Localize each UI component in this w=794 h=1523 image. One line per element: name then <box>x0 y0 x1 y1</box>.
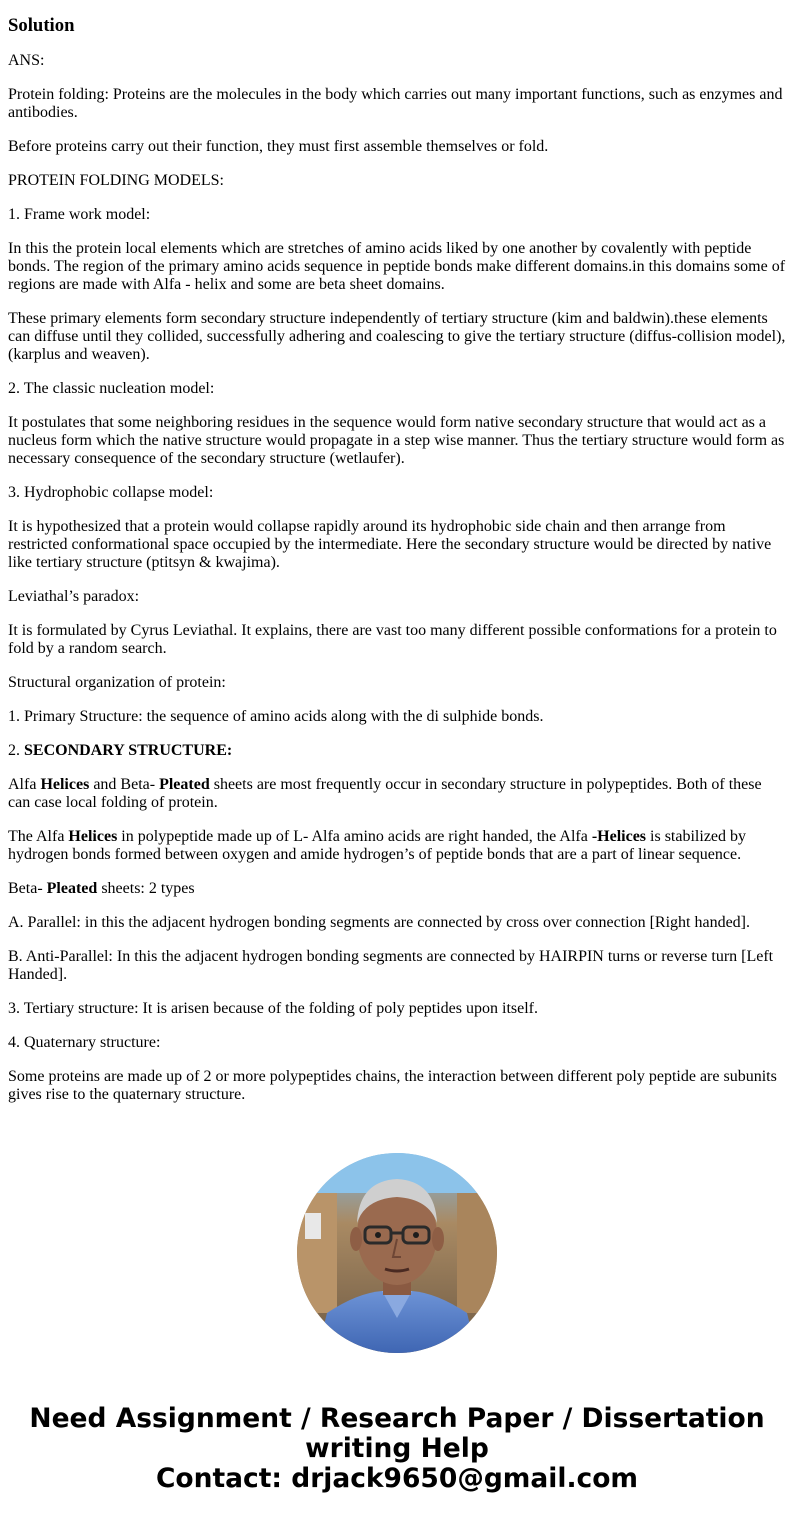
page-title: Solution <box>8 15 75 36</box>
heading-model-2: 2. The classic nucleation model: <box>8 380 215 397</box>
text-run: is stabilized by hydrogen bonds formed between oxygen and amide hydrogen’s of peptide bonds that are a part of linear sequence. <box>8 828 747 863</box>
paragraph-model-2: It postulates that some neighboring residues in the sequence would form native secondary structure that would act as a nucleus form which the native structure would propagate in a step wise manner. Thus the tertiary structure would form as necessary consequence of the secondary structure (wetlaufer). <box>8 414 785 467</box>
paragraph-model-3: It is hypothesized that a protein would collapse rapidly around its hydrophobic side chain and then arrange from restricted conformational space occupied by the intermediate. Here the secondary structure would be directed by native like tertiary structure (ptitsyn & kwajima). <box>8 518 772 571</box>
portrait-illustration <box>297 1153 497 1353</box>
paragraph-model-1-b: These primary elements form secondary structure independently of tertiary structure (kim and baldwin).these elements can diffuse until they collided, successfully adhering and coalescing to give the tertiary structure (diffus-collision model),(karplus and weaven). <box>8 310 786 363</box>
bold-run: Helices <box>40 776 90 793</box>
footer-contact-banner <box>0 1404 794 1494</box>
paragraph-primary-structure: 1. Primary Structure: the sequence of amino acids along with the di sulphide bonds. <box>8 708 544 725</box>
heading-model-1: 1. Frame work model: <box>8 206 151 223</box>
paragraph-folding-definition: Protein folding: Proteins are the molecules in the body which carries out many important functions, such as enzymes and antibodies. <box>8 86 783 121</box>
paragraph-secondary-2 <box>8 828 786 864</box>
text-run: Beta- <box>8 880 47 897</box>
document-body <box>8 0 786 1104</box>
paragraph-parallel: A. Parallel: in this the adjacent hydrogen bonding segments are connected by cross over connection [Right handed]. <box>8 914 751 931</box>
heading-secondary-structure <box>8 742 786 760</box>
paragraph-paradox: It is formulated by Cyrus Leviathal. It explains, there are vast too many different possible conformations for a protein to fold by a random search. <box>8 622 777 657</box>
footer-contact-line: Contact: drjack9650@gmail.com <box>155 1463 639 1494</box>
author-photo <box>297 1153 497 1353</box>
bold-run: Pleated <box>46 880 98 897</box>
heading-quaternary: 4. Quaternary structure: <box>8 1034 161 1051</box>
text-run: sheets: 2 types <box>97 880 195 897</box>
footer-line-2: writing Help <box>305 1433 489 1464</box>
paragraph-tertiary: 3. Tertiary structure: It is arisen because of the folding of poly peptides upon itself. <box>8 1000 538 1017</box>
answer-label: ANS: <box>8 52 45 69</box>
paragraph-secondary-1 <box>8 776 786 812</box>
text-run: sheets are most frequently occur in secondary structure in polypeptides. Both of these can case local folding of protein. <box>8 776 762 811</box>
heading-model-3: 3. Hydrophobic collapse model: <box>8 484 214 501</box>
secondary-number: 2. <box>8 742 24 759</box>
text-run: in polypeptide made up of L- Alfa amino acids are right handed, the Alfa <box>117 828 592 845</box>
text-run: Alfa <box>8 776 41 793</box>
text-run: The Alfa <box>8 828 69 845</box>
paragraph-quaternary: Some proteins are made up of 2 or more polypeptides chains, the interaction between different poly peptide are subunits gives rise to the quaternary structure. <box>8 1068 777 1103</box>
heading-folding-models: PROTEIN FOLDING MODELS: <box>8 172 224 189</box>
paragraph-before: Before proteins carry out their function, they must first assemble themselves or fold. <box>8 138 549 155</box>
bold-run: Helices <box>68 828 118 845</box>
heading-structural-organization: Structural organization of protein: <box>8 674 226 691</box>
paragraph-model-1-a: In this the protein local elements which are stretches of amino acids liked by one another by covalently with peptide bonds. The region of the primary amino acids sequence in peptide bonds make different domains.in this domains some of regions are made with Alfa - helix and some are beta sheet domains. <box>8 240 786 293</box>
bold-run: Pleated <box>159 776 210 793</box>
paragraph-beta-types <box>8 880 786 898</box>
paragraph-anti-parallel: B. Anti-Parallel: In this the adjacent hydrogen bonding segments are connected by HAIRPIN turns or reverse turn [Left Handed]. <box>8 948 774 983</box>
heading-paradox: Leviathal’s paradox: <box>8 588 140 605</box>
bold-run: -Helices <box>591 828 647 845</box>
secondary-bold-label: SECONDARY STRUCTURE: <box>24 742 233 759</box>
footer-line-1: Need Assignment / Research Paper / Dissertation <box>29 1403 765 1434</box>
text-run: and Beta- <box>89 776 160 793</box>
